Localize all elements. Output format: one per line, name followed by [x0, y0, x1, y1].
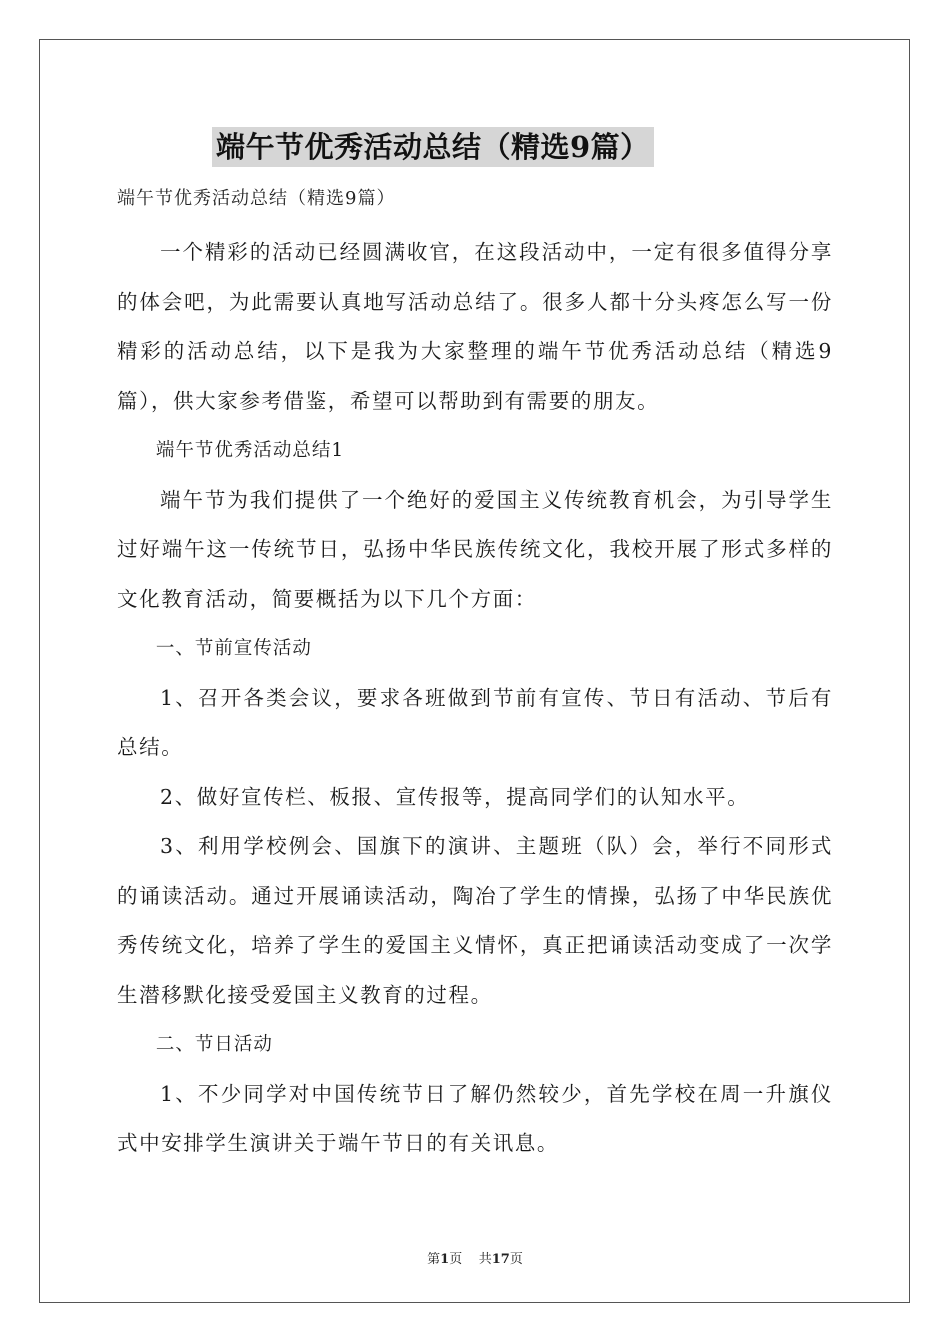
page-suffix: 页 — [449, 1252, 463, 1267]
total-prefix: 共 — [478, 1252, 492, 1267]
paragraph-festival-item-1: 1、不少同学对中国传统节日了解仍然较少，首先学校在周一升旗仪式中安排学生演讲关于端午节日的有关讯息。 — [117, 1081, 833, 1155]
page-footer — [0, 1248, 950, 1267]
paragraph-item-2: 2、做好宣传栏、板报、宣传报等，提高同学们的认知水平。 — [160, 784, 750, 809]
section-heading-1: 端午节优秀活动总结1 — [155, 440, 345, 461]
page-current: 1 — [440, 1252, 450, 1267]
page-total: 17 — [491, 1252, 510, 1267]
page-prefix: 第 — [427, 1252, 441, 1267]
subheading-pre-festival: 一、节前宣传活动 — [155, 638, 312, 659]
document-title: 端午节优秀活动总结（精选9篇） — [212, 127, 654, 167]
subheading-festival-day: 二、节日活动 — [155, 1034, 273, 1055]
paragraph-overview: 端午节为我们提供了一个绝好的爱国主义传统教育机会，为引导学生过好端午这一传统节日，弘扬中华民族传统文化，我校开展了形式多样的文化教育活动，简要概括为以下几个方面： — [117, 487, 833, 611]
paragraph-intro: 一个精彩的活动已经圆满收官，在这段活动中，一定有很多值得分享的体会吧，为此需要认真地写活动总结了。很多人都十分头疼怎么写一份精彩的活动总结，以下是我为大家整理的端午节优秀活动总结（精选9篇），供大家参考借鉴，希望可以帮助到有需要的朋友。 — [117, 240, 833, 413]
paragraph-item-3: 3、利用学校例会、国旗下的演讲、主题班（队）会，举行不同形式的诵读活动。通过开展诵读活动，陶冶了学生的情操，弘扬了中华民族优秀传统文化，培养了学生的爱国主义情怀，真正把诵读活动变成了一次学生潜移默化接受爱国主义教育的过程。 — [117, 834, 833, 1007]
document-subtitle: 端午节优秀活动总结（精选9篇） — [117, 188, 396, 209]
total-suffix: 页 — [509, 1252, 523, 1267]
paragraph-item-1: 1、召开各类会议，要求各班做到节前有宣传、节日有活动、节后有总结。 — [117, 685, 833, 759]
document-body — [117, 228, 833, 1169]
